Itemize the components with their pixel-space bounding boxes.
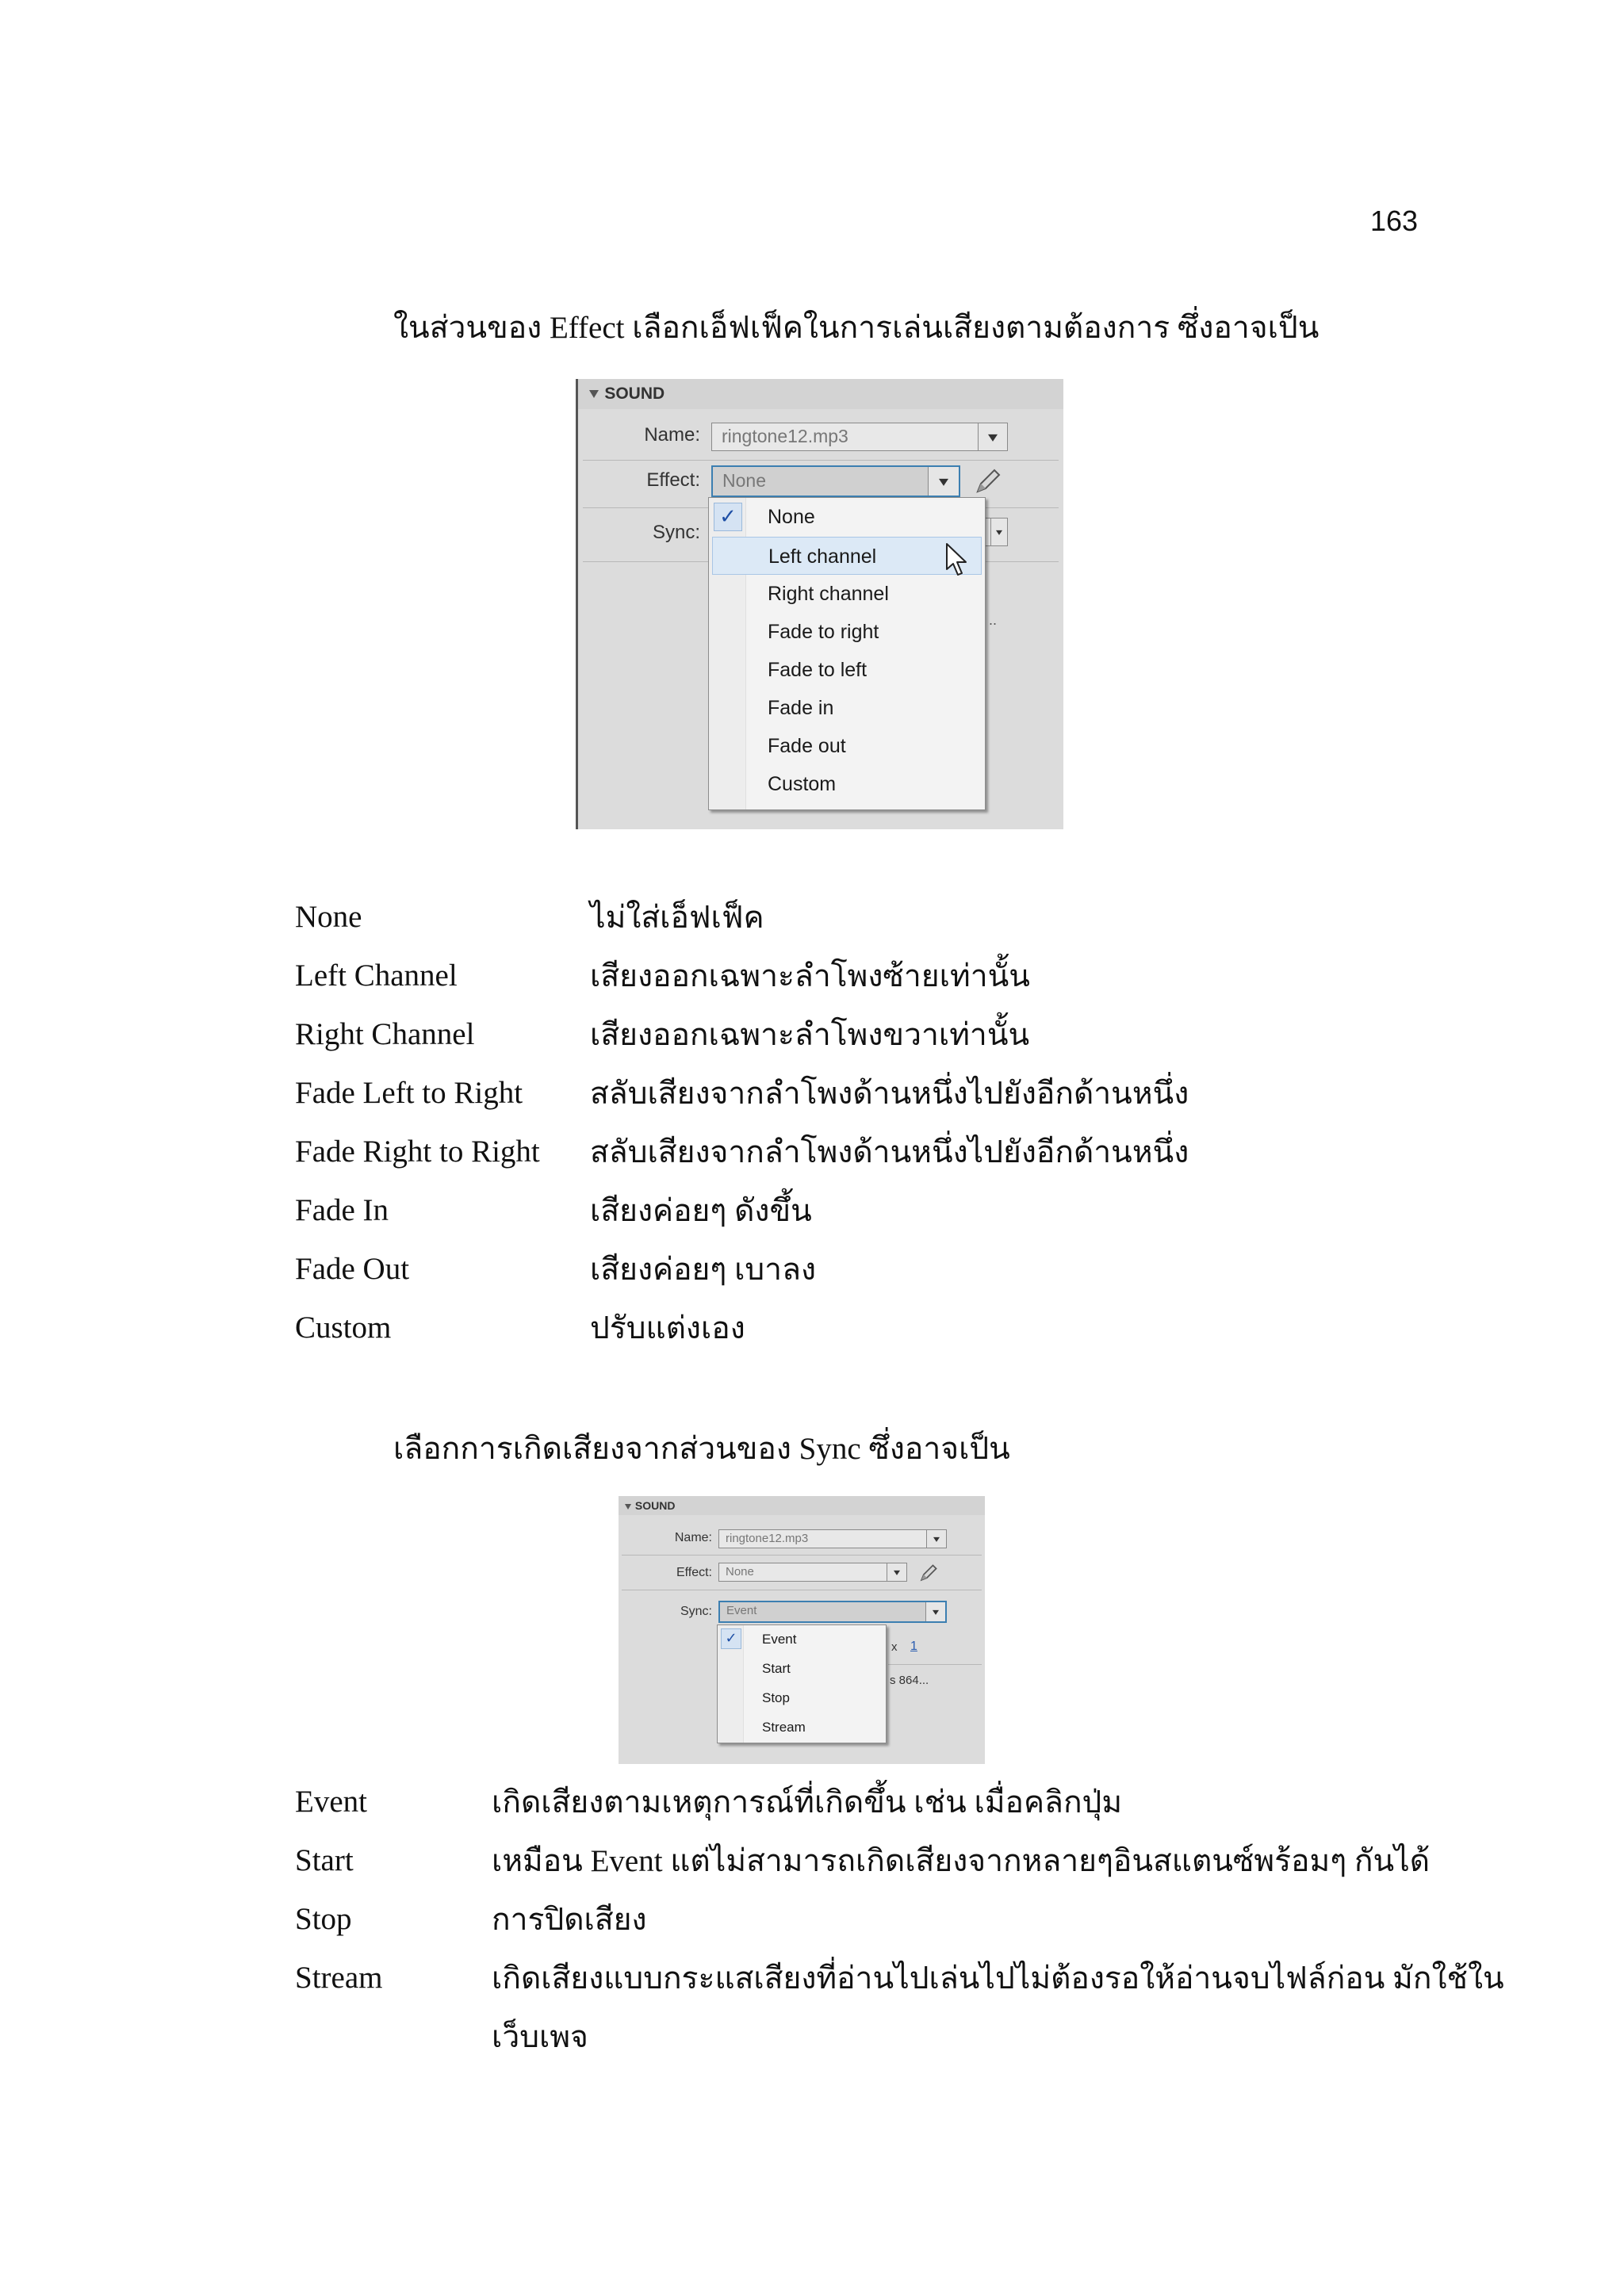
chevron-down-icon[interactable] [887, 1563, 906, 1581]
menu-item-fade-to-left[interactable]: Fade to left [768, 659, 868, 681]
name-dropdown[interactable] [718, 1529, 947, 1548]
chevron-down-icon[interactable] [928, 467, 959, 496]
chevron-down-icon[interactable] [990, 519, 1007, 545]
effect-label: Effect: [646, 469, 700, 491]
sync-dropdown-menu[interactable] [717, 1624, 887, 1743]
page-number: 163 [1370, 205, 1419, 237]
chevron-down-icon[interactable] [926, 1530, 946, 1548]
name-label: Name: [644, 424, 700, 446]
chevron-down-icon[interactable] [925, 1602, 945, 1621]
menu-item-start[interactable]: Start [762, 1661, 791, 1676]
definition-term: Fade Out [295, 1252, 410, 1286]
menu-item-right-channel[interactable]: Right channel [768, 583, 889, 605]
panel-header [619, 1496, 985, 1515]
repeat-x-label: x [891, 1640, 898, 1654]
collapse-triangle-icon[interactable] [625, 1504, 631, 1510]
edit-pencil-icon[interactable] [973, 466, 1003, 496]
definition-desc: เกิดเสียงแบบกระแสเสียงที่อ่านไปเล่นไปไม่ต้องรอให้อ่านจบไฟล์ก่อน มักใช้ใน [492, 1961, 1504, 1996]
definition-desc: ไม่ใส่เอ็ฟเฟ็ค [590, 901, 764, 935]
menu-item-fade-in[interactable]: Fade in [768, 697, 834, 719]
effect-dropdown[interactable] [718, 1563, 907, 1582]
definition-desc: เกิดเสียงตามเหตุการณ์ที่เกิดขึ้น เช่น เมื่อคลิกปุ่ม [492, 1785, 1123, 1820]
definition-term: Left Channel [295, 959, 458, 993]
divider [622, 1555, 982, 1556]
checkmark-icon: ✓ [714, 503, 742, 531]
sync-dropdown-value: Event [726, 1604, 757, 1617]
name-dropdown[interactable] [711, 423, 1008, 451]
definition-desc: เหมือน Event แต่ไม่สามารถเกิดเสียงจากหลายๆอินสแตนซ์พร้อมๆ กันได้ [492, 1844, 1431, 1878]
repeat-count-link[interactable]: 1 [910, 1640, 917, 1653]
definition-term: Fade Right to Right [295, 1135, 540, 1169]
menu-item-stop[interactable]: Stop [762, 1690, 790, 1705]
panel-header [578, 379, 1063, 409]
definition-desc: เสียงออกเฉพาะลำโพงซ้ายเท่านั้น [590, 959, 1030, 993]
sync-dropdown[interactable] [718, 1601, 947, 1623]
definition-desc: การปิดเสียง [492, 1903, 647, 1937]
sound-info-text: s 864... [890, 1674, 929, 1687]
menu-item-fade-out[interactable]: Fade out [768, 735, 846, 757]
menu-item-custom[interactable]: Custom [768, 773, 837, 795]
divider [583, 460, 1059, 461]
definition-desc: สลับเสียงจากลำโพงด้านหนึ่งไปยังอีกด้านหนึ่ง [590, 1077, 1189, 1111]
definition-term: Fade In [295, 1193, 389, 1227]
sync-label: Sync: [680, 1605, 712, 1618]
menu-item-none[interactable]: None [768, 506, 815, 528]
effect-sound-panel [576, 379, 1063, 829]
menu-item-left-channel[interactable]: Left channel [712, 537, 982, 575]
name-label: Name: [674, 1531, 712, 1544]
definition-desc: สลับเสียงจากลำโพงด้านหนึ่งไปยังอีกด้านหนึ่ง [590, 1135, 1189, 1169]
chevron-down-icon[interactable] [978, 423, 1007, 450]
definition-term: Fade Left to Right [295, 1076, 523, 1110]
definition-term: Start [295, 1843, 354, 1877]
definition-desc: เสียงค่อยๆ เบาลง [590, 1253, 817, 1287]
truncated-ellipsis: .. [989, 612, 998, 628]
effect-intro-paragraph: ในส่วนของ Effect เลือกเอ็ฟเฟ็คในการเล่นเสียงตามต้องการ ซึ่งอาจเป็น [393, 311, 1320, 345]
definition-term: None [295, 900, 362, 934]
definition-term: Stream [295, 1961, 383, 1995]
checkmark-icon: ✓ [721, 1628, 741, 1649]
sync-intro-paragraph: เลือกการเกิดเสียงจากส่วนของ Sync ซึ่งอาจเป็น [393, 1432, 1010, 1466]
definition-desc: เสียงค่อยๆ ดังขึ้น [590, 1194, 812, 1228]
definition-term: Event [295, 1785, 367, 1819]
effect-dropdown-value: None [722, 470, 766, 491]
definition-term: Custom [295, 1311, 392, 1345]
effect-dropdown[interactable] [711, 465, 960, 497]
mouse-cursor-icon [944, 542, 970, 577]
edit-pencil-icon[interactable] [918, 1563, 939, 1583]
definition-term: Right Channel [295, 1017, 475, 1051]
panel-header-title: SOUND [634, 1499, 676, 1512]
effect-dropdown-value: None [726, 1565, 754, 1578]
menu-item-event[interactable]: Event [762, 1632, 797, 1647]
definition-desc: ปรับแต่งเอง [590, 1311, 745, 1345]
menu-item-fade-to-right[interactable]: Fade to right [768, 621, 879, 643]
panel-header-title: SOUND [604, 385, 665, 403]
sync-label: Sync: [652, 522, 700, 543]
definition-term: Stop [295, 1902, 352, 1936]
name-dropdown-value: ringtone12.mp3 [722, 426, 848, 446]
sync-sound-panel [619, 1496, 985, 1764]
definition-desc: เสียงออกเฉพาะลำโพงขวาเท่านั้น [590, 1018, 1030, 1052]
collapse-triangle-icon[interactable] [589, 390, 599, 398]
name-dropdown-value: ringtone12.mp3 [726, 1532, 809, 1545]
menu-item-stream[interactable]: Stream [762, 1720, 806, 1735]
divider [888, 1664, 982, 1665]
definition-desc-continued: เว็บเพจ [492, 2020, 588, 2054]
effect-label: Effect: [676, 1566, 712, 1579]
